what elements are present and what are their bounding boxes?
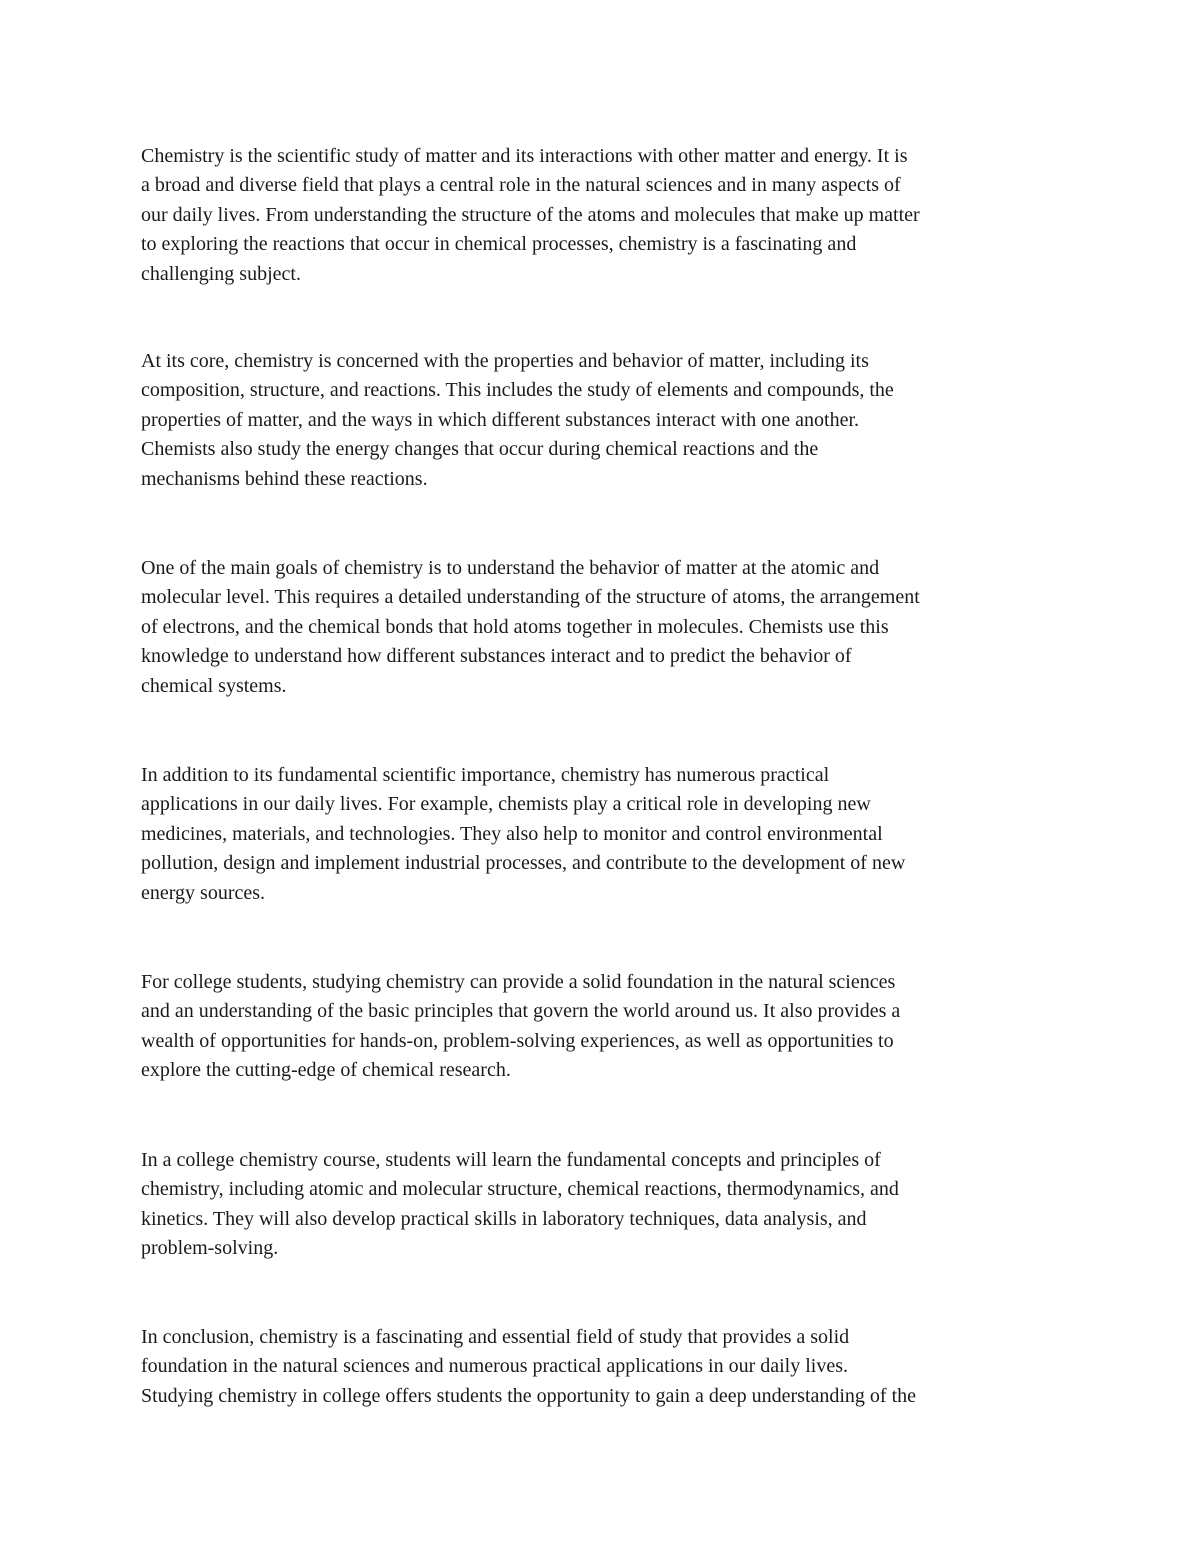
paragraph-line: applications in our daily lives. For example, chemists play a critical role in developing new [141, 793, 871, 816]
paragraph-line: In a college chemistry course, students will learn the fundamental concepts and principles of [141, 1149, 881, 1171]
paragraph-line: energy sources. [141, 881, 266, 904]
paragraph-line: problem-solving. [141, 1237, 279, 1260]
paragraph-7 [141, 1323, 1071, 1411]
paragraph-line: wealth of opportunities for hands-on, problem-solving experiences, as well as opportunities to [141, 1029, 894, 1052]
paragraph-line: foundation in the natural sciences and numerous practical applications in our daily lives. [141, 1355, 849, 1378]
paragraph-line: medicines, materials, and technologies. They also help to monitor and control environmental [141, 822, 883, 845]
paragraph-line: Studying chemistry in college offers students the opportunity to gain a deep understanding of the [141, 1384, 917, 1407]
paragraph-6 [141, 1146, 1071, 1264]
paragraph-line: molecular level. This requires a detailed understanding of the structure of atoms, the arrangement [141, 586, 920, 609]
paragraph-4 [141, 761, 1071, 908]
paragraph-line: our daily lives. From understanding the structure of the atoms and molecules that make up matter [141, 203, 920, 226]
paragraph-line: pollution, design and implement industrial processes, and contribute to the development of new [141, 852, 906, 875]
paragraph-line: explore the cutting-edge of chemical research. [141, 1059, 511, 1082]
paragraph-line: and an understanding of the basic principles that govern the world around us. It also provides a [141, 1000, 901, 1023]
paragraph-line: Chemists also study the energy changes that occur during chemical reactions and the [141, 438, 819, 461]
paragraph-line: Chemistry is the scientific study of matter and its interactions with other matter and energy. It is [141, 145, 908, 167]
paragraph-line: challenging subject. [141, 262, 301, 285]
paragraph-line: to exploring the reactions that occur in chemical processes, chemistry is a fascinating and [141, 233, 857, 256]
paragraph-line: of electrons, and the chemical bonds that hold atoms together in molecules. Chemists use this [141, 615, 889, 638]
paragraph-line: kinetics. They will also develop practical skills in laboratory techniques, data analysis, and [141, 1207, 867, 1230]
paragraph-line: a broad and diverse field that plays a central role in the natural sciences and in many aspects of [141, 174, 901, 197]
paragraph-line: At its core, chemistry is concerned with the properties and behavior of matter, including its [141, 350, 869, 372]
paragraph-line: mechanisms behind these reactions. [141, 467, 428, 490]
paragraph-1 [141, 142, 1071, 289]
paragraph-line: composition, structure, and reactions. This includes the study of elements and compounds, the [141, 379, 894, 402]
paragraph-line: One of the main goals of chemistry is to understand the behavior of matter at the atomic and [141, 557, 880, 579]
paragraph-line: In addition to its fundamental scientific importance, chemistry has numerous practical [141, 764, 830, 786]
paragraph-3 [141, 554, 1071, 701]
paragraph-line: chemical systems. [141, 674, 287, 697]
paragraph-line: In conclusion, chemistry is a fascinating and essential field of study that provides a solid [141, 1326, 850, 1348]
paragraph-line: For college students, studying chemistry can provide a solid foundation in the natural sciences [141, 971, 896, 993]
paragraph-line: knowledge to understand how different substances interact and to predict the behavior of [141, 645, 852, 668]
paragraph-5 [141, 968, 1071, 1086]
paragraph-2 [141, 347, 1071, 494]
paragraph-line: chemistry, including atomic and molecular structure, chemical reactions, thermodynamics, and [141, 1178, 899, 1201]
paragraph-line: properties of matter, and the ways in which different substances interact with one another. [141, 408, 860, 431]
